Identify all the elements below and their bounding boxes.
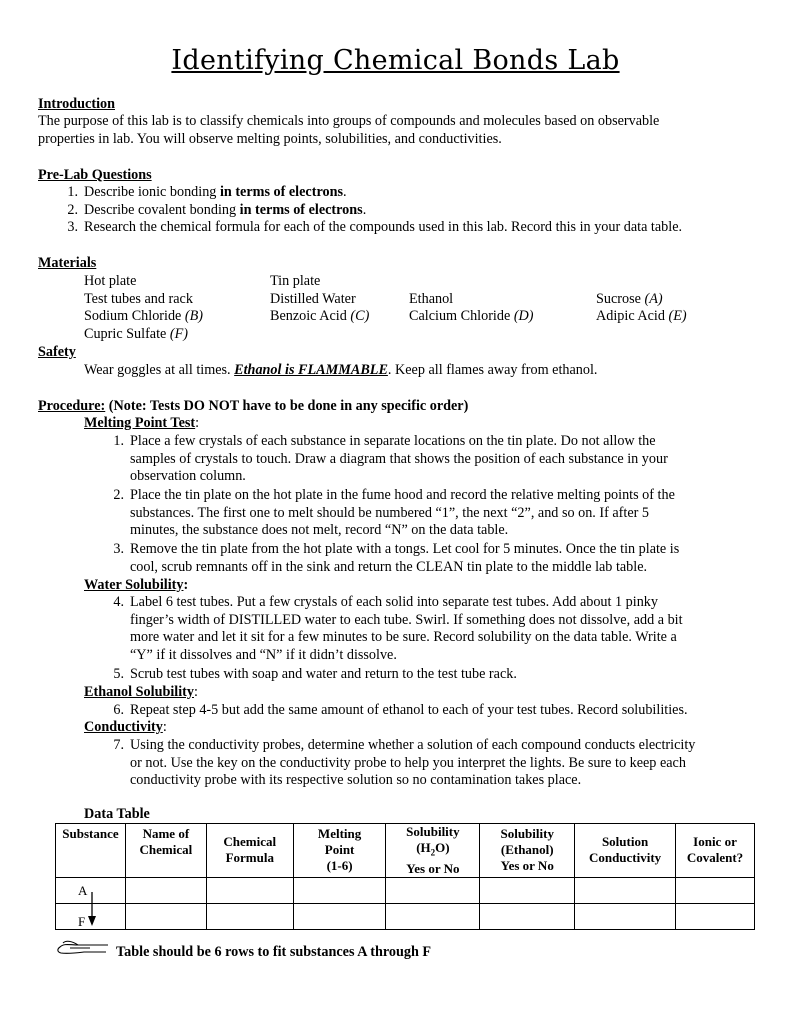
material-distilled-water: Distilled Water — [270, 291, 356, 307]
table-cell[interactable] — [480, 877, 575, 903]
material-name: Calcium Chloride — [409, 308, 511, 324]
table-footnote: Table should be 6 rows to fit substances A through F — [116, 944, 432, 960]
section-heading-colon: : — [195, 415, 200, 431]
material-name: Sodium Chloride — [84, 308, 182, 324]
safety-text-start: Wear goggles at all times. — [84, 362, 235, 378]
conductivity-heading — [84, 719, 167, 737]
header-line: Yes or No — [500, 858, 554, 874]
melting-point-heading — [84, 415, 199, 433]
table-cell[interactable] — [480, 903, 575, 929]
header-text: O) — [435, 840, 450, 855]
row-label-f: F — [78, 913, 86, 929]
column-header-water-solubility — [386, 824, 480, 878]
table-cell[interactable] — [575, 877, 676, 903]
header-text: (H — [416, 840, 431, 855]
prelab-item-text: Describe covalent bonding — [84, 202, 240, 218]
prelab-item-number: 2. — [67, 202, 78, 218]
table-cell[interactable] — [386, 877, 480, 903]
material-name: Adipic Acid — [596, 308, 665, 324]
material-tin-plate: Tin plate — [270, 273, 321, 289]
header-line: Solubility — [406, 824, 460, 839]
prelab-item-number: 3. — [67, 219, 78, 235]
section-heading-text: Water Solubility — [84, 577, 184, 593]
header-line: Substance — [62, 826, 119, 841]
header-line — [386, 840, 479, 861]
pointing-hand-icon — [56, 935, 110, 957]
material-sodium-chloride — [84, 308, 203, 326]
prelab-item-emphasis: in terms of electrons — [239, 202, 363, 218]
material-cupric-sulfate — [84, 326, 188, 344]
step-line: finger’s width of DISTILLED water to each tube. Swirl. If something does not dissolve, add a bit — [130, 611, 683, 628]
table-row — [56, 903, 755, 929]
material-tag: (B) — [184, 308, 204, 324]
material-test-tubes: Test tubes and rack — [84, 291, 193, 307]
header-line: Solubility — [500, 826, 554, 842]
step-number: 2. — [113, 487, 124, 503]
prelab-heading: Pre-Lab Questions — [38, 167, 152, 183]
intro-heading: Introduction — [38, 96, 115, 112]
table-cell[interactable] — [386, 903, 480, 929]
header-line: Point — [324, 842, 355, 858]
header-line: Formula — [225, 850, 274, 866]
data-table-caption: Data Table — [84, 806, 150, 822]
header-line: Chemical — [223, 834, 277, 850]
header-line: Solution — [601, 834, 649, 850]
section-heading-text: Ethanol Solubility — [84, 684, 194, 700]
header-line: Covalent? — [686, 850, 744, 866]
prelab-item-text: Research the chemical formula for each of the compounds used in this lab. Record this in your data table. — [84, 219, 683, 235]
step-line: Repeat step 4-5 but add the same amount of ethanol to each of your test tubes. Record solubilities. — [130, 702, 688, 718]
table-cell[interactable] — [575, 903, 676, 929]
table-cell[interactable] — [676, 903, 755, 929]
material-name: Sucrose — [596, 291, 641, 307]
step-number: 1. — [113, 433, 124, 449]
header-line: (1-6) — [326, 858, 353, 874]
header-line: Yes or No — [406, 860, 460, 876]
data-table — [55, 823, 755, 930]
ethanol-solubility-heading — [84, 684, 198, 702]
material-tag: (D) — [513, 308, 534, 324]
material-tag: (C) — [350, 308, 370, 324]
column-header-substance — [56, 824, 126, 878]
prelab-item-text: Describe ionic bonding — [84, 184, 220, 200]
table-cell[interactable] — [206, 877, 293, 903]
prelab-item-end: . — [343, 184, 347, 200]
header-line: Ionic or — [693, 834, 737, 850]
step-line: Scrub test tubes with soap and water and return to the test tube rack. — [130, 666, 517, 682]
section-heading-colon: : — [162, 719, 167, 735]
step-number: 7. — [113, 737, 124, 753]
column-header-ionic-covalent — [676, 824, 755, 878]
header-line: Name of — [142, 826, 190, 841]
material-name: Cupric Sulfate — [84, 326, 167, 342]
table-cell[interactable] — [676, 877, 755, 903]
step-line: conductivity probe with its respective solution so no contamination takes place. — [130, 772, 582, 789]
intro-text-line-2: properties in lab. You will observe melting points, solubilities, and conductivities. — [38, 131, 502, 147]
section-heading-text: Conductivity — [84, 719, 163, 735]
safety-text-end: . Keep all flames away from ethanol. — [387, 362, 598, 378]
section-heading-colon: : — [183, 577, 189, 593]
step-number: 5. — [113, 666, 124, 682]
safety-heading: Safety — [38, 344, 76, 360]
step-line: cool, scrub remnants off in the sink and return the CLEAN tin plate to the middle lab table. — [130, 558, 648, 575]
page-title: Identifying Chemical Bonds Lab — [171, 45, 620, 76]
substance-cell[interactable] — [56, 903, 126, 929]
intro-text-line-1: The purpose of this lab is to classify chemicals into groups of compounds and molecules based on observable — [38, 113, 660, 129]
material-name: Benzoic Acid — [270, 308, 347, 324]
step-line: “Y” if it dissolves and “N” if it didn’t dissolve. — [130, 646, 397, 663]
column-header-ethanol-solubility — [480, 824, 575, 878]
section-heading-colon: : — [194, 684, 198, 700]
flammable-warning: Ethanol is FLAMMABLE — [234, 362, 388, 378]
prelab-item-emphasis: in terms of electrons — [219, 184, 343, 200]
header-line: Conductivity — [588, 850, 662, 866]
step-line: Place the tin plate on the hot plate in the fume hood and record the relative melting points of the — [130, 487, 675, 503]
procedure-heading: Procedure: — [38, 398, 106, 414]
step-line: more water and let it sit for a few minutes to be sure. Record solubility on the data table. Write a — [130, 629, 677, 646]
procedure-heading-line — [38, 398, 758, 416]
materials-heading: Materials — [38, 255, 97, 271]
table-cell[interactable] — [293, 903, 386, 929]
prelab-item-end: . — [362, 202, 367, 218]
water-solubility-heading — [84, 577, 188, 595]
data-table-header-row — [56, 824, 755, 878]
step-line: Place a few crystals of each substance in separate locations on the tin plate. Do not allow the — [130, 433, 656, 449]
column-header-formula — [206, 824, 293, 878]
material-tag: (F) — [169, 326, 189, 342]
step-line: Label 6 test tubes. Put a few crystals of each solid into separate test tubes. Add about 1 pinky — [130, 594, 658, 610]
step-line: observation column. — [130, 468, 246, 485]
row-label-a: A — [78, 882, 88, 898]
column-header-conductivity — [575, 824, 676, 878]
material-benzoic-acid — [270, 308, 369, 326]
material-hot-plate: Hot plate — [84, 273, 137, 289]
step-line: substances. The first one to melt should be numbered “1”, the next “2”, and so on. If after 5 — [130, 504, 650, 521]
section-heading-text: Melting Point Test — [84, 415, 196, 431]
material-tag: (E) — [668, 308, 687, 324]
header-line: Chemical — [139, 842, 193, 857]
step-line: samples of crystals to touch. Draw a diagram that shows the position of each substance in your — [130, 450, 668, 467]
table-cell[interactable] — [293, 877, 386, 903]
header-line: (Ethanol) — [500, 842, 554, 858]
table-row — [56, 877, 755, 903]
column-header-name — [125, 824, 206, 878]
substance-cell[interactable] — [56, 877, 126, 903]
step-line: Using the conductivity probes, determine whether a solution of each compound conducts electricity — [130, 737, 696, 753]
material-sucrose — [596, 291, 663, 309]
header-line: Melting — [317, 826, 362, 842]
table-cell[interactable] — [125, 877, 206, 903]
material-tag: (A) — [644, 291, 663, 307]
procedure-note: (Note: Tests DO NOT have to be done in any specific order) — [105, 398, 469, 414]
step-number: 4. — [113, 594, 124, 610]
step-line: or not. Use the key on the conductivity probe to help you interpret the lights. Be sure to keep each — [130, 754, 686, 771]
header-subscript: 2 — [430, 847, 436, 858]
safety-text — [84, 362, 764, 380]
step-number: 3. — [113, 541, 124, 557]
step-number: 6. — [113, 702, 124, 718]
prelab-item-number: 1. — [67, 184, 78, 200]
material-adipic-acid — [596, 308, 687, 326]
column-header-melting-point — [293, 824, 386, 878]
table-cell[interactable] — [125, 903, 206, 929]
step-line: minutes, the substance does not melt, record “N” on the data table. — [130, 522, 509, 539]
material-ethanol: Ethanol — [409, 291, 454, 307]
step-line: Remove the tin plate from the hot plate with a tongs. Let cool for 5 minutes. Once the tin plate is — [130, 541, 680, 557]
table-cell[interactable] — [206, 903, 293, 929]
material-calcium-chloride — [409, 308, 534, 326]
